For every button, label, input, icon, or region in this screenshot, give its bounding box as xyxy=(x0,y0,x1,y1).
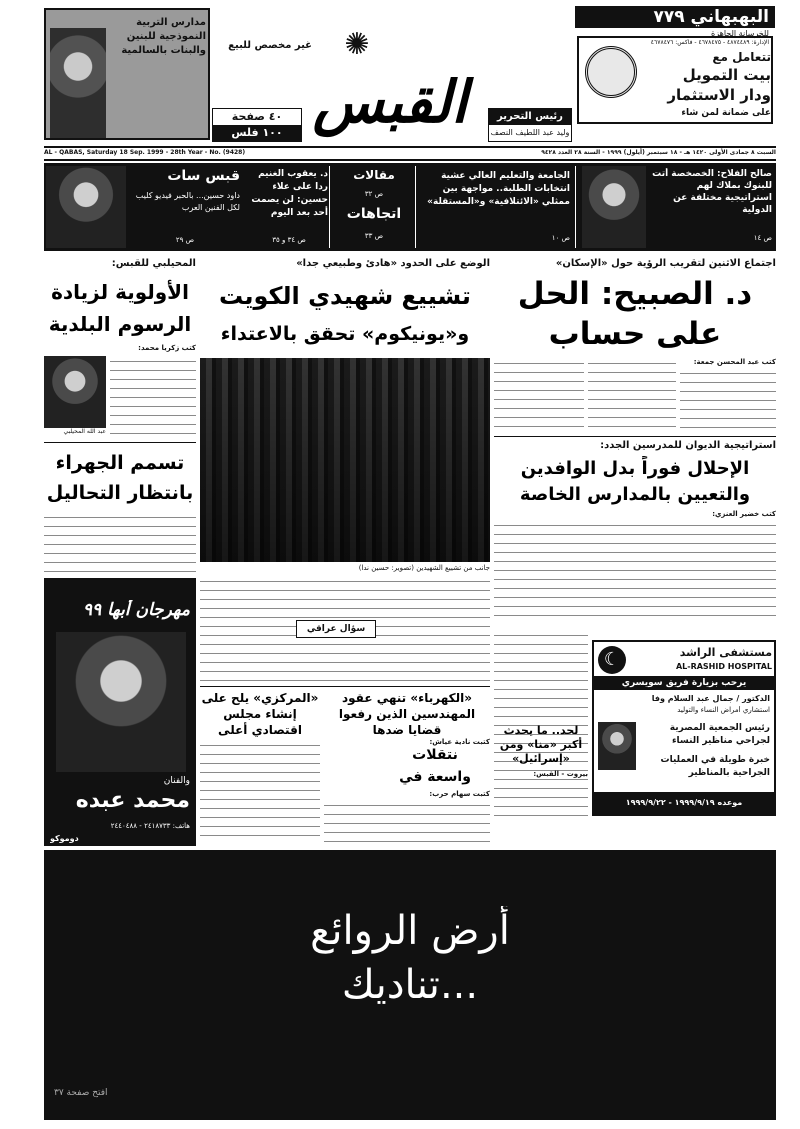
bottom-headline-1: «المركزي» يلح على إنشاء مجلس اقتصادي أعلى xyxy=(201,691,319,737)
rule xyxy=(200,686,490,687)
teaser-photo xyxy=(582,166,646,248)
dateline-english: AL - QABAS, Saturday 18 Sep. 1999 - 28th Year - No. (9428) xyxy=(44,149,246,156)
teaser-3 xyxy=(332,166,416,248)
abha-artist: محمد عبده xyxy=(75,788,190,813)
rule xyxy=(44,442,196,443)
bottom-text-2 xyxy=(324,800,490,844)
left-top-caption: عبد الله المحيلبي xyxy=(63,428,106,435)
lead-kicker: اجتماع الاثنين لتقريب الرؤية حول «الإسكان» xyxy=(555,258,776,269)
teaser-title: صالح الفلاح: الخصخصة أتت للبنوك بملاك لهم استراتيجية مختلفة عن الدولية xyxy=(652,169,772,215)
hospital-name-en: AL-RASHID HOSPITAL xyxy=(675,662,772,671)
abha-phone: هاتف: ٢٤١٨٧٣٣ - ٢٤٤٠٤٨٨ xyxy=(110,822,190,830)
left-mid-text xyxy=(44,512,196,572)
ad-bottom-banner xyxy=(44,850,776,1120)
doctor-photo xyxy=(598,722,636,770)
ad-line-3: ودار الاستثمار xyxy=(667,86,771,104)
lead-byline: كتب عبد المحسن جمعة: xyxy=(693,358,776,366)
ad-top-left xyxy=(44,8,210,140)
teaser-sub: اتجاهات xyxy=(346,206,402,222)
lead-text-column xyxy=(494,358,584,432)
editor-title: رئيس التحرير xyxy=(489,109,571,125)
lead-text-column xyxy=(680,368,776,432)
hospital-doctor-title: استشاري أمراض النساء والتوليد xyxy=(677,706,770,714)
left-top-kicker: المحيلبي للقبس: xyxy=(111,258,196,269)
teaser-ref-2: ص ٣٣ xyxy=(364,232,384,240)
teaser-ref: ص ٣٤ و ٣٥ xyxy=(272,236,306,244)
teaser-2 xyxy=(420,166,576,248)
hospital-logo-icon: ☾ xyxy=(598,646,626,674)
right-mid-kicker: استراتيجية الديوان للمدرسين الجدد: xyxy=(600,440,776,451)
editor-box xyxy=(488,108,572,142)
teaser-5 xyxy=(46,166,244,248)
center-mid-byline: كتبت سهام حرب: xyxy=(429,790,490,798)
teaser-title: الجامعة والتعليم العالي عشية انتخابات الطلبة.. مواجهة بين ممثلي «الائتلافية» و«المستقلة» xyxy=(427,171,570,207)
left-top-byline: كتب زكريا محمد: xyxy=(138,344,196,352)
teaser-title: قبس سات xyxy=(167,168,240,184)
ad-brand: البهبهاني ٧٧٩ xyxy=(575,6,775,28)
center-mid-headline-1: نتقلات xyxy=(412,747,458,763)
ad-brand-sub: للخرسانة الجاهزة xyxy=(711,29,769,38)
ad-hospital xyxy=(592,640,776,816)
price-box xyxy=(212,108,302,142)
bottom-text-1 xyxy=(200,740,320,844)
teaser-title: د. يعقوب الغنيم ردا على علاء حسين: لن يصمت أحد بعد اليوم xyxy=(251,169,328,218)
singer-photo xyxy=(56,632,186,772)
abha-title: مهرجان أبها ٩٩ xyxy=(82,600,190,620)
bottom-byline-2: كتبت نادية عياش: xyxy=(429,738,490,746)
pages-count: ٤٠ صفحة xyxy=(231,110,283,123)
teaser-photo xyxy=(46,166,126,248)
bottom-ad-note: افتح صفحة ٣٧ xyxy=(54,1088,108,1098)
center-headline-1: تشييع شهيدي الكويت xyxy=(219,282,471,310)
abha-sponsor: دوموكو xyxy=(50,834,79,843)
official-photo xyxy=(44,356,106,428)
hospital-doctor: الدكتور / جمال عبد السلام وفا xyxy=(651,694,770,703)
editor-name: وليد عبد اللطيف النصف xyxy=(490,128,570,137)
ad-line-4: على ضمانة لمن شاء xyxy=(681,108,771,118)
center-headline-2: و«يونيكوم» تحقق بالاعتداء xyxy=(220,323,470,345)
bottom-byline-3: بيروت - القبس: xyxy=(533,770,588,778)
logo-emblem-icon: ✺ xyxy=(344,27,370,62)
hospital-dates: موعده ١٩٩٩/٩/١٩ - ١٩٩٩/٩/٢٢ xyxy=(594,792,774,814)
bottom-ad-line-2: تناديك... xyxy=(341,962,479,1008)
price: ١٠٠ فلس xyxy=(213,125,301,141)
funeral-photo xyxy=(200,358,490,562)
teaser-ref: ص ١٤ xyxy=(753,234,772,242)
left-mid-headline-2: بانتظار التحاليل xyxy=(46,482,194,504)
company-seal-icon xyxy=(585,46,637,98)
rule xyxy=(494,436,776,437)
ad-line-1: تتعامل مع xyxy=(712,50,771,64)
masthead-tagline: غير مخصص للبيع xyxy=(228,40,312,51)
lead-headline-1: د. الصبيح: الحل xyxy=(517,276,753,312)
center-mid-box: سؤال عراقي xyxy=(296,620,376,638)
abha-prefix: والفنان xyxy=(163,776,190,786)
left-top-headline-2: الرسوم البلدية xyxy=(48,312,192,336)
lead-text-column xyxy=(588,358,676,432)
left-top-text xyxy=(110,356,196,438)
hospital-bullet-1: رئيس الجمعية المصرية لجراحي مناظير النساء xyxy=(669,723,770,746)
center-mid-headline-2: واسعة في xyxy=(399,769,471,785)
teaser-title: مقالات xyxy=(353,168,395,182)
teaser-4 xyxy=(248,166,330,248)
teaser-ref: ص ٣٢ xyxy=(364,190,384,198)
lead-headline-2: على حساب xyxy=(548,316,722,352)
right-mid-text xyxy=(494,520,776,620)
dateline-arabic: السبت ٨ جمادى الأولى ١٤٢٠ هـ - ١٨ سبتمبر (أيلول) ١٩٩٩ - السنة ٢٨ العدد ٩٤٢٨ xyxy=(541,149,776,156)
bottom-ad-line-1: أرض الروائع xyxy=(310,908,510,954)
ad-abha xyxy=(44,578,196,846)
right-mid-headline-1: الإحلال فوراً بدل الوافدين xyxy=(520,458,750,479)
teaser-ref: ص ١٠ xyxy=(551,234,570,242)
hospital-welcome: يرحب بزيارة فريق سويسري xyxy=(594,676,774,690)
ad-contact: الإدارة: ٤٨٧٤٤٨٩ - ٤٦٧٨٤٧٥ - فاكس: ٤٦٧٨٤٧٦ xyxy=(650,39,769,46)
left-top-headline-1: الأولوية لزيادة xyxy=(51,280,189,304)
center-kicker: الوضع على الحدود «هادئ وطبيعي جداً» xyxy=(296,258,490,269)
teaser-ref: ص ٢٩ xyxy=(175,236,195,244)
left-mid-headline-1: تسمم الجهراء xyxy=(55,452,185,474)
ad-top-right xyxy=(575,6,775,126)
rule xyxy=(44,159,776,161)
masthead-logo: القبس xyxy=(312,68,468,136)
teaser-sub: داود حسين... بالحبر فيديو كليب لكل الفنين العرب xyxy=(135,191,240,212)
bottom-headline-2: «الكهرباء» تنهي عقود المهندسين الذين رفعوا قضايا ضدها xyxy=(338,691,476,737)
teaser-1 xyxy=(582,166,774,248)
right-mid-byline: كتب خضير العنزي: xyxy=(712,510,776,518)
hospital-name-ar: مستشفى الراشد xyxy=(679,646,772,659)
right-mid-headline-2: والتعيين بالمدارس الخاصة xyxy=(519,484,751,505)
ad-top-left-text: مدارس التربية النموذجية للبنين والبنات بالسالمية xyxy=(121,17,206,56)
ad-athlete-photo xyxy=(50,28,106,138)
center-caption: جانب من تشييع الشهيدين (تصوير: حسين ندا) xyxy=(358,564,490,572)
hospital-bullet-2: خبرة طويلة في العمليات الجراحية بالمناظير xyxy=(660,755,770,778)
bottom-headline-3: لحد.. ما يحدث أكبر «منا» ومن «إسرائيل» xyxy=(499,724,583,765)
ad-line-2: بيت التمويل xyxy=(682,66,771,84)
